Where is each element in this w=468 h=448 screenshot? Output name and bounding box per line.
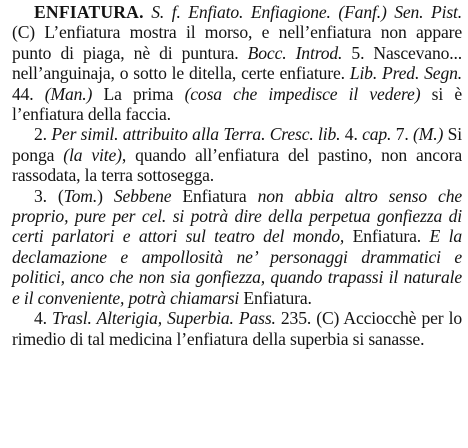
text-run: (C) L’enfiatura mostra il morso, e nell’enfiatura non appare punto di piaga, nè di puntura.: [12, 22, 462, 63]
text-run: ): [97, 185, 114, 206]
text-run: Tom.: [63, 185, 98, 206]
text-run: non abbia altro senso che proprio, pure per cel. si potrà dire della perpetua gonfiezza di certi parlatori e attori sul teatro del mondo,: [12, 185, 463, 247]
text-run: 235. (C) Acciocchè per lo rimedio di tal medicina l’enfiatura della superbia si sanasse.: [12, 308, 462, 349]
text-run: Si ponga: [12, 124, 462, 165]
text-run: Sebbene: [113, 185, 172, 206]
entry-paragraph-4: [12, 308, 462, 349]
text-run: 3. (: [34, 185, 64, 206]
text-run: 2.: [34, 124, 52, 145]
text-run: 7.: [391, 124, 414, 145]
text-run: cap.: [362, 124, 392, 145]
text-run: Bocc. Introd.: [247, 42, 343, 63]
text-run: Lib. Pred. Segn.: [349, 63, 462, 84]
text-run: La prima: [92, 83, 185, 104]
text-run: (cosa che impedisce il vedere): [184, 83, 421, 104]
entry-paragraph-2: [12, 124, 462, 185]
text-run: Enfiatura: [171, 185, 258, 206]
text-run: Per simil. attribuito alla Terra. Cresc. lib.: [51, 124, 341, 145]
text-run: 5. Nascevano... nell’anguinaja, o sotto le ditella, certe enfiature.: [12, 42, 463, 84]
entry-body-3: [12, 186, 462, 308]
text-run: E la declamazione e ampollosità ne’ personaggi drammatici e politici, anco che non sia gonfiezza, quando trapassi il naturale e il conveniente, potrà chiamarsi: [12, 226, 462, 308]
entry-body-4: [12, 308, 462, 348]
text-run: Trasl. Alterigia, Superbia. Pass.: [52, 308, 276, 329]
entry-body-2: [12, 124, 462, 185]
text-run: 4.: [34, 308, 53, 329]
text-run: (la vite): [63, 144, 122, 165]
text-run: S. f. Enfiato. Enfiagione. (Fanf.) Sen. Pist.: [151, 2, 463, 22]
text-run: (M.): [413, 124, 444, 145]
text-run: Enfiatura.: [344, 226, 430, 247]
entry-headword: ENFIATURA.: [34, 2, 144, 22]
entry-paragraph-1: [12, 2, 462, 124]
text-run: (Man.): [44, 83, 93, 104]
text-run: si è l’enfiatura della faccia.: [12, 83, 463, 125]
entry-paragraph-3: [12, 186, 462, 308]
text-run: 4.: [340, 124, 363, 145]
text-run: Enfiatura.: [239, 287, 312, 308]
text-run: , quando all’enfiatura del pastino, non ancora rassodata, la terra sottosegga.: [12, 144, 462, 186]
text-run: 44.: [12, 83, 45, 104]
